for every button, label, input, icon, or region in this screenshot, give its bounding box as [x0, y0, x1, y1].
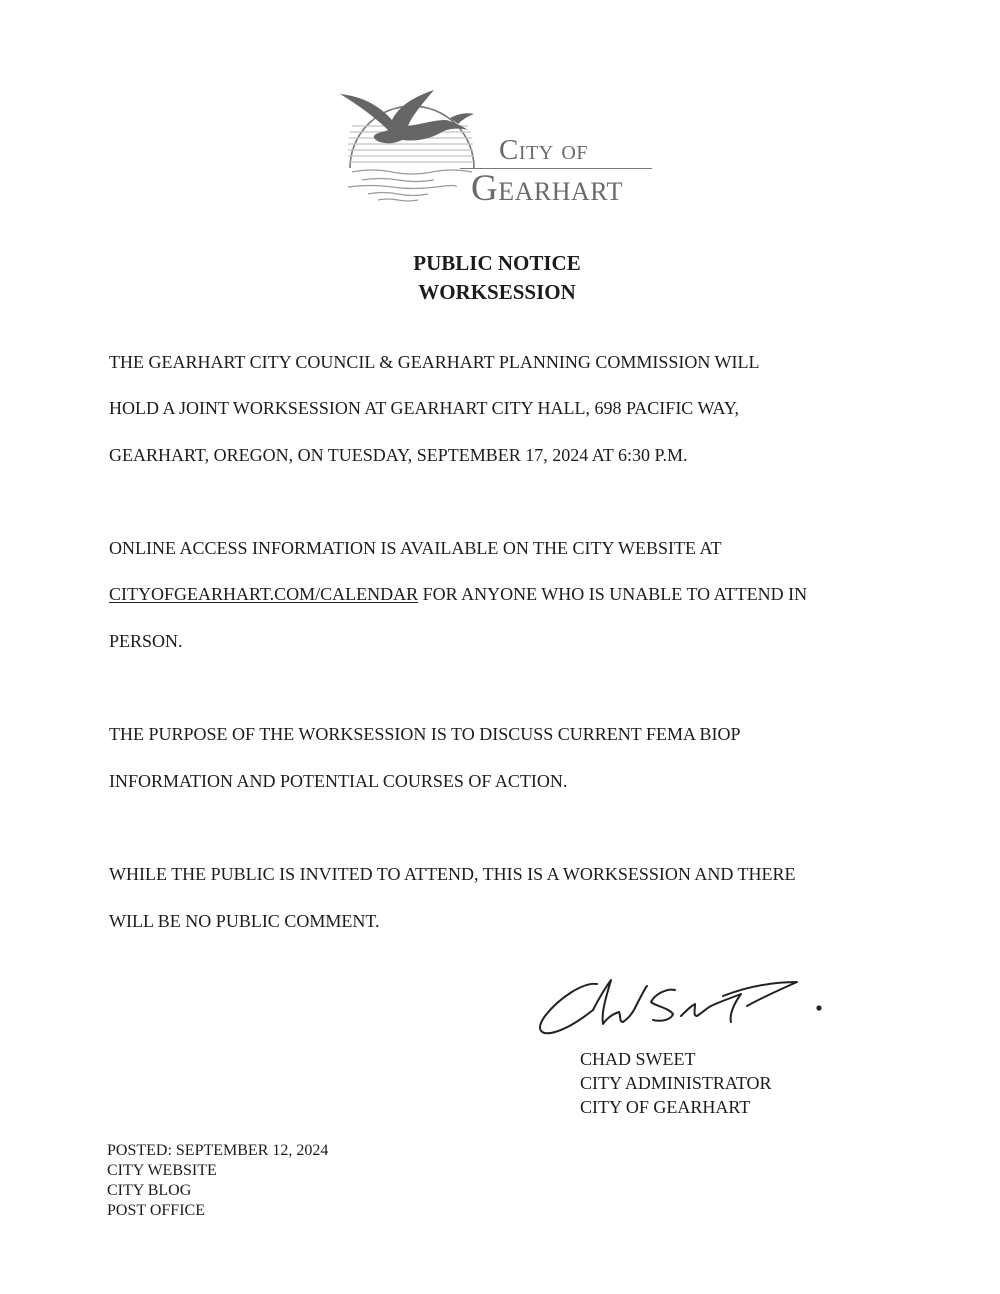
notice-subtitle: WORKSESSION — [418, 280, 576, 304]
paragraph4-line1: WHILE THE PUBLIC IS INVITED TO ATTEND, THIS IS A WORKSESSION AND THERE — [109, 864, 796, 884]
posted-date: POSTED: SEPTEMBER 12, 2024 — [107, 1142, 329, 1159]
paragraph3-line1: THE PURPOSE OF THE WORKSESSION IS TO DISCUSS CURRENT FEMA BIOP — [109, 724, 741, 744]
notice-title: PUBLIC NOTICE — [413, 251, 581, 275]
posted-location-website: CITY WEBSITE — [107, 1162, 217, 1179]
city-logo — [338, 86, 658, 210]
paragraph2-line1: ONLINE ACCESS INFORMATION IS AVAILABLE ON THE CITY WEBSITE AT — [109, 538, 722, 558]
paragraph1-line2: HOLD A JOINT WORKSESSION AT GEARHART CITY HALL, 698 PACIFIC WAY, — [109, 398, 740, 418]
logo-city-name: Gearhart — [471, 168, 623, 209]
posted-location-post-office: POST OFFICE — [107, 1202, 205, 1219]
paragraph1-line3: GEARHART, OREGON, ON TUESDAY, SEPTEMBER 17, 2024 AT 6:30 P.M. — [109, 445, 688, 465]
paragraph4-line2: WILL BE NO PUBLIC COMMENT. — [109, 911, 380, 931]
signer-organization: CITY OF GEARHART — [580, 1097, 751, 1117]
handwritten-signature — [535, 972, 835, 1044]
signer-name: CHAD SWEET — [580, 1049, 696, 1069]
paragraph3-line2: INFORMATION AND POTENTIAL COURSES OF ACTION. — [109, 771, 568, 791]
logo-city-of: City of — [499, 134, 588, 166]
signer-title: CITY ADMINISTRATOR — [580, 1073, 772, 1093]
paragraph1-line1: THE GEARHART CITY COUNCIL & GEARHART PLANNING COMMISSION WILL — [109, 352, 760, 372]
paragraph2-line3: PERSON. — [109, 631, 183, 651]
posted-location-blog: CITY BLOG — [107, 1182, 192, 1199]
paragraph2-line2 — [109, 585, 807, 603]
paragraph2-line2-text: FOR ANYONE WHO IS UNABLE TO ATTEND IN — [418, 584, 808, 604]
calendar-link[interactable]: CITYOFGEARHART.COM/CALENDAR — [109, 584, 419, 604]
